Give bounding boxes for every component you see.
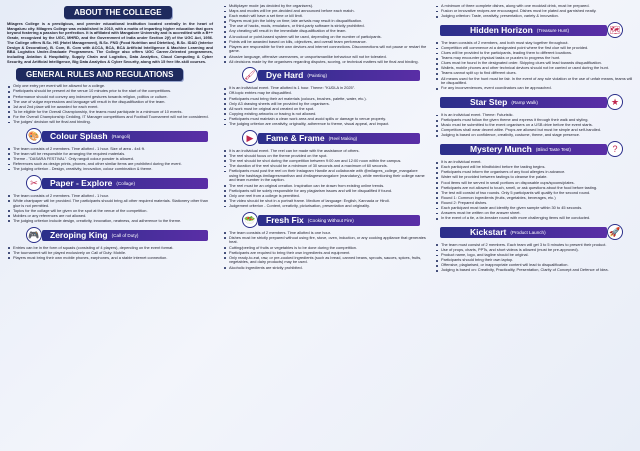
star-icon: ★ (607, 94, 623, 110)
event-subtitle: (Ramp Walk) (511, 100, 538, 106)
rule-item: The test will consist of two rounds. Only 5 participants will qualify for the second round. (436, 191, 637, 196)
rule-item: Players are responsible for their own devices and internet connections. Disconnections will not pause or restart the game. (224, 45, 428, 54)
rule-item: Participants must inform the organisers of any food allergies in advance. (436, 170, 637, 175)
event-subtitle: (Painting) (307, 73, 327, 79)
rule-item: Round 2: Prepared dishes. (436, 201, 637, 206)
rule-item: Competitors shall wear decent attire. Props are allowed but must be simple and self-handled. (436, 128, 637, 133)
rule-item: White chartpaper will be provided. The participants should bring all other required materials. Stationery other than glue is not permitted. (8, 199, 216, 208)
rule-item: Maps and modes will be pre-decided and announced before each match. (224, 9, 428, 14)
rule-item: Participants should bring their own laptop. (436, 258, 637, 263)
rule-item: To be eligible for the Overall Championship, the teams must participate in a minimum of 10 events. (8, 110, 216, 115)
reel-icon: ▶ (242, 130, 258, 146)
rule-item: Clues will be provided to the participants, leading them to different locations. (436, 51, 637, 56)
event-title: Star Step (470, 97, 508, 108)
rule-item: For the Overall Championship Cedding, IT Manager competitions and Football Tournament will not be considered. (8, 115, 216, 120)
event-heading-star-step (432, 94, 637, 110)
rule-item: Product name, logo, and tagline should be original. (436, 253, 637, 258)
rule-item: Mobiles or any references are not allowed. (8, 214, 216, 219)
rule-item: Players must join the lobby on time; late arrivals may result in disqualification. (224, 19, 428, 24)
rule-item: It is an individual event. Theme: Futuristic. (436, 113, 637, 118)
rule-item: Food items will be served in small portions on disposable cups/spoons/plates. (436, 181, 637, 186)
rule-item: Any cheating will result in the immediate disqualification of the team. (224, 29, 428, 34)
map-icon: 🗺 (607, 22, 623, 38)
rule-item: References such as design prints, phones, and other similar items are prohibited during the event. (8, 162, 216, 167)
question-icon: ? (607, 141, 623, 157)
scissors-icon: ✂ (26, 175, 42, 191)
event-title: Hidden Horizon (470, 24, 533, 35)
event-title: Fame & Frame (266, 132, 325, 143)
column-middle (220, 4, 428, 449)
column-right (432, 4, 637, 449)
event-heading-paper-explore (4, 175, 216, 191)
rule-item: Round 1: Common ingredients (fruits, vegetables, beverages, etc.) (436, 196, 637, 201)
rule-item: Water will be provided between tastings to cleanse the palate. (436, 175, 637, 180)
rule-item: Dishes must be strictly prepared without using fire, stove, oven, induction, or any cooking appliance that generates heat. (224, 236, 428, 245)
event-title-strip (258, 133, 420, 144)
paper-explore-rules (4, 194, 216, 224)
rule-item: Copying existing artworks or tracing is not allowed. (224, 112, 428, 117)
rule-item: Abusive language, offensive usernames, or unsportsmanlike behaviour will not be tolerated. (224, 55, 428, 60)
rule-item: Only ready-to-eat, raw, or pre-cooked ingredients (such as bread, canned beans, sprouts, sauces, spices, fruits, vegetables, and dairy products) may be used. (224, 256, 428, 265)
rule-item: The tournament will be played exclusively on Call of Duty: Mobile. (8, 251, 216, 256)
dye-hard-rules (220, 86, 428, 126)
rule-item: It is an individual event. Time allotted is 1 hour. Theme: "KUDLA in 2025". (224, 86, 428, 91)
event-subtitle: (Collage) (116, 180, 135, 186)
rule-item: Judgement criterion - Content, creativity, picturisation, presentation and originality. (224, 204, 428, 209)
rule-item: Performance should not convey any indecent gestures towards religion, politics or culture. (8, 95, 216, 100)
event-title-strip (42, 178, 208, 189)
rule-item: Each participant must taste and identify the given sample within 30 to 45 seconds. (436, 206, 637, 211)
event-subtitle: (Rangoli) (111, 133, 131, 139)
rule-item: The duration of the reel should be a minimum of 30 seconds and a maximum of 60 seconds. (224, 164, 428, 169)
rule-item: It is an individual event. The reel can be made with the assistance of others. (224, 149, 428, 154)
rule-item: Alcoholic ingredients are strictly prohibited. (224, 266, 428, 271)
event-subtitle: (Cooking Without Fire) (307, 217, 354, 223)
event-title: Paper - Explore (50, 177, 113, 188)
star-step-rules (432, 113, 637, 138)
event-title-strip (440, 97, 607, 108)
event-heading-hidden-horizon (432, 22, 637, 38)
event-title-strip (440, 25, 607, 36)
rule-item: Answers must be written on the answer sheet. (436, 211, 637, 216)
rule-item: Off-topic entries may be disqualified. (224, 91, 428, 96)
rule-item: Each match will have a set time or kill limit. (224, 14, 428, 19)
column-left (4, 4, 216, 449)
rule-item: Only one reel from a college is permitted. (224, 194, 428, 199)
event-subtitle: (Blind Taste Test) (535, 147, 571, 153)
rule-item: Only A3 drawing sheets will be provided by the organisers. (224, 102, 428, 107)
rule-item: A knockout or point-based system will be used, depending on the number of participants. (224, 35, 428, 40)
event-subtitle: (Call of Duty) (111, 232, 139, 238)
rule-item: All means used for the hunt must be fair. In the event of any rule violation or the use of unfair means, teams will be disqualified. (436, 77, 637, 86)
rule-item: A minimum of three complete dishes, along with one mocktail drink, must be prepared. (436, 4, 637, 9)
rule-item: Participants will be solely responsible for any plagiarism issues and will be disqualified if found. (224, 189, 428, 194)
event-title: Zeroping King (50, 229, 108, 240)
rule-item: The video should be shot in a portrait frame. Medium of language: English, Kannada or Hindi. (224, 199, 428, 204)
kickstart-rules (432, 243, 637, 273)
rule-item: Judging is based on confidence, creativity, costume, theme, and stage presence. (436, 133, 637, 138)
rule-item: The use of vulgar expressions and language will result in the disqualification of the team. (8, 100, 216, 105)
zeroping-king-rules-continued (220, 4, 428, 64)
event-title: Fresh Fix (266, 214, 304, 225)
event-heading-colour-splash (4, 128, 216, 144)
rule-item: The team consists of 2 members. Time allotted - 1 hour. Size of area - 4x4 ft. (8, 147, 216, 152)
rule-item: Participants should be present at the venue 10 minutes prior to the start of the competitions. (8, 89, 216, 94)
event-title: Dye Hard (266, 70, 304, 81)
event-title: Mystery Munch (470, 144, 532, 155)
rule-item: The judges' decision will be final and binding. (8, 120, 216, 125)
event-title-strip (258, 70, 420, 81)
rule-item: In the event of a tie, a tie-breaker round with more challenging items will be conducted. (436, 216, 637, 221)
salad-icon: 🥗 (242, 212, 258, 228)
rule-item: The team must consist of 2 members. Each team will get 3 to 5 minutes to present their product. (436, 243, 637, 248)
event-title-strip (258, 215, 420, 226)
rule-item: Judging is based on: Creativity, Practicality, Presentation, Clarity of Concept and Defence of Idea. (436, 268, 637, 273)
hidden-horizon-rules (432, 41, 637, 91)
fresh-fix-rules (220, 231, 428, 271)
event-title-strip (440, 227, 607, 238)
event-title: Kickstart (470, 226, 507, 237)
rule-item: The reel should focus on the theme provided on the spot. (224, 154, 428, 159)
rule-item: Use of props, charts, PPTs, and short videos is allowed (must be pre-approved). (436, 248, 637, 253)
rule-item: Participants are not allowed to touch, smell, or ask questions about the food before tasting. (436, 186, 637, 191)
rule-item: Participants must maintain a clean work area and avoid spills or damage to venue property. (224, 117, 428, 122)
colour-splash-rules (4, 147, 216, 172)
rule-item: Wallets, mobile phones and other technical devices should not be carried or used during the hunt. (436, 66, 637, 71)
fame-frame-rules (220, 149, 428, 209)
event-title: Colour Splash (50, 130, 108, 141)
rule-item: It is an individual event. (436, 160, 637, 165)
rule-item: Each participant will be blindfolded before the tasting begins. (436, 165, 637, 170)
zeroping-king-rules (4, 246, 216, 261)
rule-item: Offensive, plagiarised, or inappropriate content will lead to disqualification. (436, 263, 637, 268)
rule-item: Clues must be found in the designated order. Skipping clues will lead towards disqualification. (436, 61, 637, 66)
about-banner: ABOUT THE COLLEGE (64, 6, 172, 19)
rule-item: Teams may encounter physical tasks or puzzles to progress the hunt. (436, 56, 637, 61)
rule-item: Players must bring their own mobile phones, earphones, and a stable internet connection. (8, 256, 216, 261)
rule-item: Theme - "DASARA FESTIVAL". Only rangoli colour powder is allowed. (8, 157, 216, 162)
event-heading-fame-frame (220, 130, 428, 146)
event-heading-fresh-fix (220, 212, 428, 228)
event-heading-zeroping-king (4, 227, 216, 243)
rule-item: Participants must bring their art materials (colours, brushes, palette, water, etc.). (224, 97, 428, 102)
rule-item: The reel must be an original creation. Inspiration can be drawn from existing online trends. (224, 184, 428, 189)
rule-item: The use of hacks, mods, emulators, or third-party software is strictly prohibited. (224, 24, 428, 29)
rule-item: Cutting/peeling of fruits or vegetables is to be done during the competition. (224, 246, 428, 251)
fresh-fix-rules-continued (432, 4, 637, 19)
rule-item: Fusion or innovative recipes are encouraged. Dishes must be plated and garnished neatly. (436, 9, 637, 14)
general-rules-banner: GENERAL RULES AND REGULATIONS (16, 68, 183, 81)
rule-item: The reel should be shot during the competition between 9:00 am and 12:00 noon within the campus. (224, 159, 428, 164)
event-subtitle: (Product Launch) (510, 229, 546, 235)
rule-item: All decisions made by the organisers regarding disputes, scoring, or technical matters will be final and binding. (224, 60, 428, 65)
rule-item: Participants must post the reel on their Instagram Handle and collaborate with @milagres_college_mangalore using the hashtags #milagresmanthan and #milagresmangalore (mandatory), while mentioning their college name and team number in the caption. (224, 169, 428, 183)
event-subtitle: (Treasure Hunt) (536, 27, 570, 33)
event-heading-dye-hard (220, 67, 428, 83)
rule-item: Teams cannot split up to find different clues. (436, 71, 637, 76)
mystery-munch-rules (432, 160, 637, 221)
rule-item: Multiplayer mode (as decided by the organisers). (224, 4, 428, 9)
rule-item: Competition will commence at a designated point where the first clue will be provided. (436, 46, 637, 51)
event-subtitle: (Reel Making) (328, 135, 358, 141)
rule-item: The team will be responsible for arranging the required materials. (8, 152, 216, 157)
event-title-strip (42, 230, 208, 241)
rocket-icon: 🚀 (607, 224, 623, 240)
about-text: Milagres College is a prestigious, and premier educational institution located centrally in the heart of Mangaluru city. Milagres College was established in 2010, with a motto of imparting higher education that goes beyond fostering a passion for perfection. It is affiliated with Mangalore University and is accredited with a B++ Grade, recognized by the UGC, MHRD, and the Government of India under Section 2(f) of the UGC Act, 1956. The College offers B.Sc. HS (Hotel Management), B.Sc. FND (Food Nutrition and Dietetics), B.Sc. IDAD (Interior Design & Decoration), B. Com, B. Com with ACCA, BCA, BCA Artificial Intelligence & Machine Learning and BBA Logistics Under-Graduate Programmes. The College also offers UGC Career-Oriented programmes, including Aviation & Hospitality, Supply Chain and Logistics, Data Analytics, Cloud Computing & Cyber Security, and Artificial Intelligence, Big Data Analytics & Cyber Security, along with 15 free life-skill courses. (7, 21, 213, 64)
rule-item: Participants are required to bring their own ingredients and equipment. (224, 251, 428, 256)
event-heading-mystery-munch (432, 141, 637, 157)
rule-item: Judging criterion: Taste, creativity, presentation, variety & innovation. (436, 14, 637, 19)
rule-item: The team consists of 2 members, and both must stay together throughout. (436, 41, 637, 46)
rule-item: Music must be submitted to the event organisers on a USB drive before the event starts. (436, 123, 637, 128)
rule-item: Participants must follow the given theme and express it through their walk and styling. (436, 118, 637, 123)
event-heading-kickstart (432, 224, 637, 240)
event-title-strip (440, 144, 607, 155)
rule-item: For any inconveniences, event coordinators can be approached. (436, 86, 637, 91)
rule-item: The judging criterion - Design, creativity, innovation, colour combination & theme. (8, 167, 216, 172)
rule-item: The judging criterion include design, creativity, innovation, neatness, and adherence to the theme. (8, 219, 216, 224)
general-rules-list (4, 84, 216, 124)
gamepad-icon: 🎮 (26, 227, 42, 243)
rule-item: 1st and 2nd place will be awarded for each event. (8, 105, 216, 110)
rule-item: Topics for the collage will be given on the spot at the venue of the competition. (8, 209, 216, 214)
palette-icon: 🎨 (26, 128, 42, 144)
rule-item: Entries can be in the form of squads (consisting of 4 players), depending on the event format. (8, 246, 216, 251)
rule-item: Only one entry per event will be allowed for a college. (8, 84, 216, 89)
rule-item: The team consists of 2 members. Time allotted is one hour. (224, 231, 428, 236)
rule-item: Points will be awarded based on kills, objectives, and overall team performance. (224, 40, 428, 45)
rule-item: All work must be original and created on the spot. (224, 107, 428, 112)
rule-item: The judging criterion are creativity, originality, adherence to theme, visual appeal, and impact. (224, 122, 428, 127)
rule-item: The team consists of 2 members. Time allotted - 1 hour. (8, 194, 216, 199)
paintbrush-icon: 🖌 (242, 67, 258, 83)
event-title-strip (42, 131, 208, 142)
